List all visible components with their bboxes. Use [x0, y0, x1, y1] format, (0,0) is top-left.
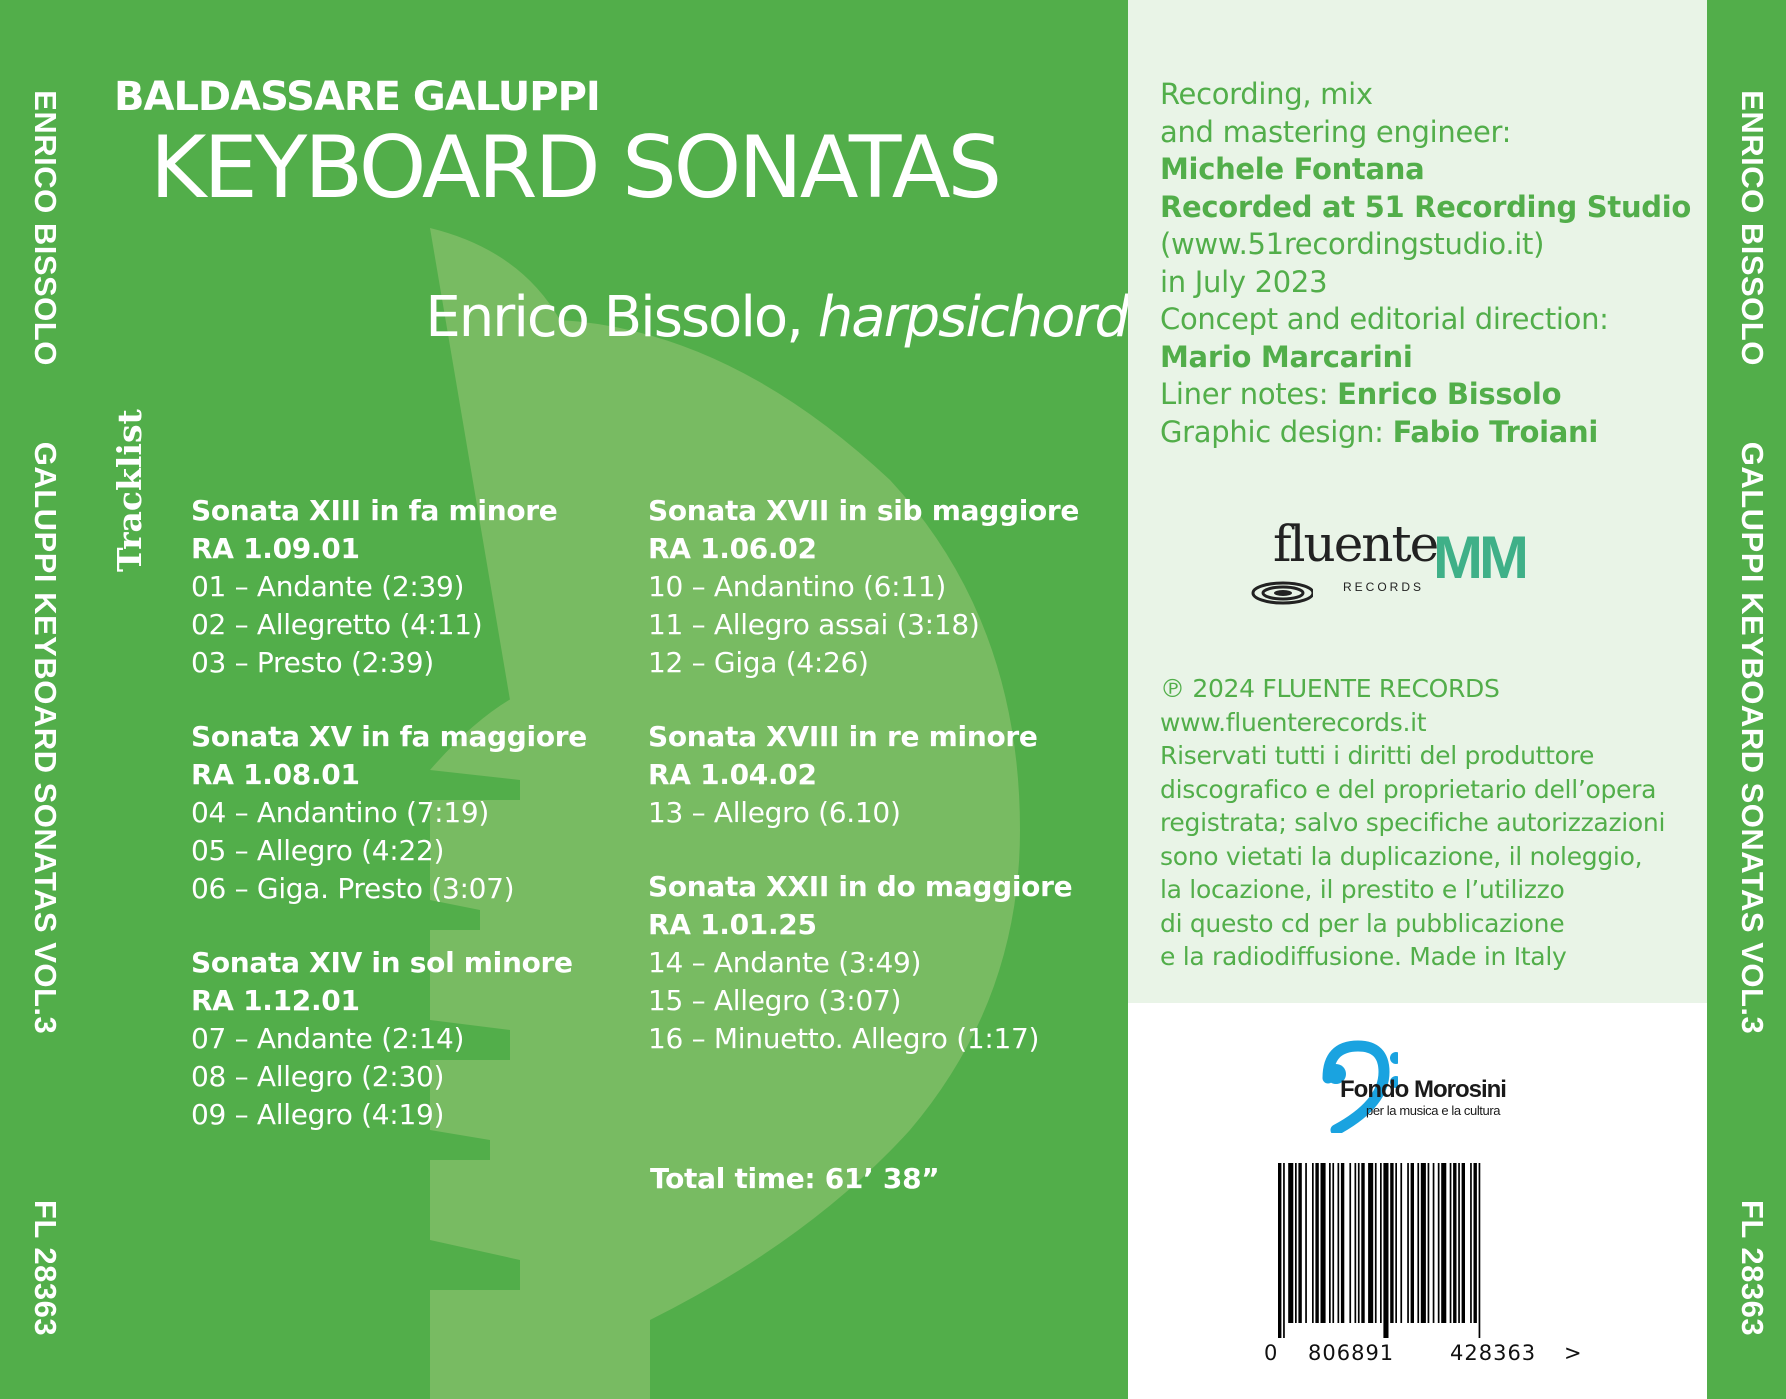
spine-artist: ENRICO BISSOLO	[1735, 90, 1770, 366]
fondo-subtitle: per la musica e la cultura	[1366, 1103, 1501, 1118]
liner-name: Enrico Bissolo	[1337, 377, 1562, 411]
sonata-ra: RA 1.06.02	[648, 532, 817, 565]
legal-line: registrata; salvo specifiche autorizzazioni	[1160, 808, 1666, 837]
legal-line: sono vietati la duplicazione, il noleggio,	[1160, 841, 1643, 871]
design-name: Fabio Troiani	[1392, 414, 1598, 449]
barcode-panel	[1128, 1003, 1707, 1399]
performer-name: Enrico Bissolo,	[425, 285, 802, 350]
barcode-bar	[1355, 1163, 1357, 1323]
sonata-block	[191, 944, 611, 1134]
track-item: 04 – Andantino (7:19)	[191, 796, 489, 829]
legal-line: Riservati tutti i diritti del produttore	[1160, 741, 1595, 770]
barcode-bar	[1400, 1163, 1402, 1323]
barcode-bar	[1474, 1163, 1477, 1323]
barcode-bar	[1470, 1163, 1472, 1323]
barcode-bar	[1462, 1163, 1465, 1323]
barcode-bar	[1288, 1163, 1293, 1323]
total-time: Total time: 61’ 38”	[650, 1162, 940, 1195]
sonata-block	[191, 718, 611, 908]
sonata-block	[648, 492, 1080, 682]
credits-line: and mastering engineer:	[1160, 114, 1512, 149]
credits-liner	[1160, 376, 1691, 414]
legal-line: ℗ 2024 FLUENTE RECORDS	[1160, 674, 1500, 703]
barcode-bar	[1383, 1163, 1388, 1338]
sonata-ra: RA 1.09.01	[191, 532, 360, 565]
fluente-logo: fluente	[1273, 515, 1438, 573]
sonata-ra: RA 1.04.02	[648, 758, 817, 791]
credits-text	[1160, 76, 1691, 451]
credits-design	[1160, 414, 1691, 452]
sonata-block	[191, 492, 611, 682]
sonata-block	[648, 718, 1068, 832]
barcode-bar	[1283, 1163, 1285, 1338]
track-item: 08 – Allegro (2:30)	[191, 1060, 445, 1093]
spine-title: GALUPPI KEYBOARD SONATAS VOL.3	[28, 441, 63, 1035]
barcode-bar	[1315, 1163, 1318, 1323]
barcode-left-group: 806891	[1308, 1341, 1395, 1365]
left-spine	[0, 0, 90, 1399]
track-item: 01 – Andante (2:39)	[191, 570, 465, 603]
sonata-ra: RA 1.12.01	[191, 984, 360, 1017]
tracklist-label: Tracklist	[110, 409, 149, 572]
sonata-title: Sonata XXII in do maggiore	[648, 870, 1073, 903]
track-item: 07 – Andante (2:14)	[191, 1022, 465, 1055]
barcode-bar	[1438, 1163, 1440, 1323]
performer	[425, 285, 1128, 350]
credits-line: Recording, mix	[1160, 77, 1373, 111]
barcode-bar	[1450, 1163, 1452, 1323]
barcode-bar	[1349, 1163, 1351, 1323]
track-item: 05 – Allegro (4:22)	[191, 834, 445, 867]
barcode	[1278, 1163, 1558, 1338]
credits-concept-label: Concept and editorial direction:	[1160, 302, 1609, 336]
legal-line: di questo cd per la pubblicazione	[1160, 908, 1565, 938]
mm-logo: MM	[1433, 524, 1525, 591]
track-item: 06 – Giga. Presto (3:07)	[191, 872, 515, 905]
legal-line: www.fluenterecords.it	[1160, 707, 1427, 737]
barcode-bar	[1421, 1163, 1426, 1323]
barcode-bar	[1341, 1163, 1344, 1323]
barcode-bar	[1298, 1163, 1301, 1323]
tracklist-column-2	[648, 492, 1080, 1094]
barcode-bar	[1380, 1163, 1382, 1323]
barcode-bar	[1479, 1163, 1481, 1338]
sonata-title: Sonata XIV in sol minore	[191, 946, 573, 979]
barcode-bar	[1411, 1163, 1414, 1323]
barcode-bar	[1390, 1163, 1393, 1323]
fluente-logo-sub: RECORDS	[1343, 580, 1425, 594]
sonata-title: Sonata XVIII in re minore	[648, 720, 1038, 753]
barcode-bar	[1368, 1163, 1373, 1323]
track-item: 12 – Giga (4:26)	[648, 646, 869, 679]
barcode-bar	[1332, 1163, 1334, 1323]
track-item: 14 – Andante (3:49)	[648, 946, 922, 979]
barcode-right-group: 428363	[1450, 1341, 1537, 1365]
barcode-bar	[1278, 1163, 1281, 1338]
track-item: 15 – Allegro (3:07)	[648, 984, 902, 1017]
sonata-title: Sonata XVII in sib maggiore	[648, 494, 1080, 527]
barcode-bar	[1329, 1163, 1331, 1323]
barcode-bar	[1305, 1163, 1307, 1323]
barcode-arrow: >	[1564, 1341, 1582, 1365]
credits-concept-name: Mario Marcarini	[1160, 339, 1413, 374]
barcode-bar	[1321, 1163, 1326, 1323]
barcode-bar	[1375, 1163, 1377, 1323]
barcode-bar	[1395, 1163, 1397, 1323]
credits-date: in July 2023	[1160, 264, 1328, 299]
sonata-title: Sonata XV in fa maggiore	[191, 720, 587, 753]
credits-engineer: Michele Fontana	[1160, 152, 1425, 186]
barcode-bar	[1358, 1163, 1360, 1323]
legal-line: e la radiodiffusione. Made in Italy	[1160, 942, 1567, 971]
barcode-bar	[1417, 1163, 1419, 1323]
track-item: 16 – Minuetto. Allegro (1:17)	[648, 1022, 1040, 1055]
sonata-ra: RA 1.08.01	[191, 758, 360, 791]
barcode-bar	[1312, 1163, 1314, 1323]
barcode-digit-first: 0	[1264, 1341, 1278, 1365]
legal-text	[1160, 672, 1665, 974]
barcode-bar	[1361, 1163, 1364, 1323]
performer-instrument: harpsichord	[817, 285, 1128, 350]
sonata-ra: RA 1.01.25	[648, 908, 817, 941]
fondo-title: Fondo Morosini	[1340, 1076, 1506, 1103]
track-item: 02 – Allegretto (4:11)	[191, 608, 483, 641]
barcode-bar	[1428, 1163, 1430, 1323]
track-item: 10 – Andantino (6:11)	[648, 570, 946, 603]
cover-main	[90, 0, 1128, 1399]
barcode-bar	[1433, 1163, 1435, 1323]
right-spine	[1707, 0, 1786, 1399]
track-item: 03 – Presto (2:39)	[191, 646, 434, 679]
sonata-block	[648, 868, 1073, 1058]
sonata-title: Sonata XIII in fa minore	[191, 494, 558, 527]
design-label: Graphic design:	[1160, 414, 1384, 449]
album-title: KEYBOARD SONATAS	[150, 118, 1000, 218]
spine-catalog: FL 28363	[1735, 1199, 1770, 1337]
track-item: 09 – Allegro (4:19)	[191, 1098, 445, 1131]
spine-artist: ENRICO BISSOLO	[28, 90, 63, 366]
liner-label: Liner notes:	[1160, 377, 1329, 411]
credits-panel	[1128, 0, 1707, 1003]
track-item: 11 – Allegro assai (3:18)	[648, 608, 980, 641]
barcode-bar	[1453, 1163, 1456, 1323]
legal-line: discografico e del proprietario dell’opera	[1160, 774, 1657, 804]
legal-line: la locazione, il prestito e l’utilizzo	[1160, 875, 1565, 904]
tracklist-column-1	[191, 492, 611, 1170]
spine-catalog: FL 28363	[28, 1199, 63, 1337]
spine-title: GALUPPI KEYBOARD SONATAS VOL.3	[1735, 441, 1770, 1035]
track-item: 13 – Allegro (6.10)	[648, 796, 901, 829]
barcode-bar	[1295, 1163, 1297, 1323]
barcode-bar	[1441, 1163, 1446, 1323]
composer-name: BALDASSARE GALUPPI	[114, 74, 600, 120]
credits-studio-url: (www.51recordingstudio.it)	[1160, 227, 1545, 261]
label-logos	[1233, 515, 1573, 615]
fondo-morosini-logo	[1318, 1038, 1538, 1128]
barcode-bar	[1407, 1163, 1409, 1323]
barcode-bar	[1338, 1163, 1340, 1323]
credits-studio: Recorded at 51 Recording Studio	[1160, 189, 1692, 224]
barcode-bar	[1458, 1163, 1460, 1323]
